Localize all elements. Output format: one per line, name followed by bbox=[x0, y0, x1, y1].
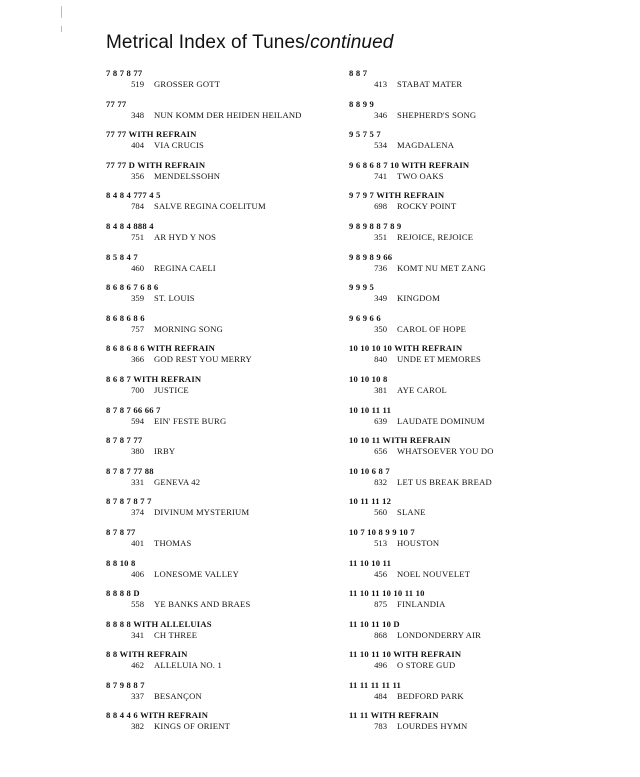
tune-name: IRBY bbox=[154, 446, 176, 457]
index-entry bbox=[106, 190, 336, 221]
hymn-number: 406 bbox=[131, 568, 144, 579]
meter-heading: 77 77 WITH REFRAIN bbox=[106, 129, 197, 140]
hymn-number: 374 bbox=[131, 507, 144, 518]
index-entry bbox=[106, 527, 336, 558]
tune-name: LONESOME VALLEY bbox=[154, 568, 240, 579]
meter-heading: 8 4 8 4 888 4 bbox=[106, 220, 154, 231]
index-entry bbox=[106, 405, 336, 436]
meter-heading: 7 8 7 8 77 bbox=[106, 68, 143, 78]
tune-line bbox=[106, 691, 202, 701]
meter-heading: 8 8 10 8 bbox=[106, 557, 136, 568]
tune-line bbox=[106, 721, 230, 731]
index-entry bbox=[106, 313, 336, 344]
index-entry bbox=[106, 282, 336, 313]
tune-name: JUSTICE bbox=[154, 384, 189, 395]
hymn-number: 594 bbox=[131, 415, 144, 426]
hymn-number: 840 bbox=[374, 354, 387, 365]
tune-name: LOURDES HYMN bbox=[397, 721, 468, 732]
tune-name: HOUSTON bbox=[397, 537, 440, 548]
hymn-number: 380 bbox=[131, 446, 144, 457]
meter-heading: 9 8 9 8 9 66 bbox=[349, 251, 393, 262]
tune-name: KINGDOM bbox=[397, 293, 440, 304]
index-entry bbox=[349, 466, 589, 497]
meter-heading: 8 6 8 6 8 6 bbox=[106, 312, 145, 323]
tune-name: O STORE GUD bbox=[397, 660, 456, 671]
tune-name: KOMT NU MET ZANG bbox=[397, 262, 487, 273]
hymn-number: 534 bbox=[374, 140, 387, 151]
tune-line bbox=[349, 660, 455, 670]
tune-line bbox=[349, 630, 481, 640]
right-column bbox=[349, 68, 589, 741]
meter-heading: 10 10 11 WITH REFRAIN bbox=[349, 435, 451, 446]
meter-heading: 10 7 10 8 9 9 10 7 bbox=[349, 526, 415, 537]
tune-line bbox=[106, 416, 226, 426]
hymn-number: 382 bbox=[131, 721, 144, 732]
index-entry bbox=[106, 649, 336, 680]
hymn-number: 656 bbox=[374, 446, 387, 457]
index-entry bbox=[106, 252, 336, 283]
hymn-number: 519 bbox=[131, 79, 144, 89]
tune-line bbox=[106, 201, 266, 211]
index-entry bbox=[349, 496, 589, 527]
hymn-number: 351 bbox=[374, 231, 387, 242]
tune-line bbox=[349, 354, 481, 364]
tune-name: VIA CRUCIS bbox=[154, 140, 204, 151]
tune-line bbox=[349, 385, 447, 395]
tune-line bbox=[349, 507, 426, 517]
index-entry bbox=[106, 710, 336, 741]
hymn-number: 348 bbox=[131, 109, 144, 120]
meter-heading: 10 10 6 8 7 bbox=[349, 465, 390, 476]
page-title-main: Metrical Index of Tunes/ bbox=[106, 32, 311, 53]
hymn-number: 736 bbox=[374, 262, 387, 273]
tune-line bbox=[349, 691, 464, 701]
tune-line bbox=[349, 477, 492, 487]
index-entry bbox=[106, 466, 336, 497]
tune-name: BESANÇON bbox=[154, 690, 202, 701]
tune-line bbox=[349, 721, 467, 731]
tune-line bbox=[349, 171, 444, 181]
tune-name: SHEPHERD'S SONG bbox=[397, 109, 477, 120]
hymn-number: 366 bbox=[131, 354, 144, 365]
page-title-continued: continued bbox=[310, 32, 394, 53]
index-entry bbox=[349, 252, 589, 283]
hymn-number: 698 bbox=[374, 201, 387, 212]
tune-line bbox=[349, 232, 473, 242]
meter-heading: 10 11 11 12 bbox=[349, 496, 392, 507]
tune-line bbox=[106, 477, 200, 487]
tune-name: ST. LOUIS bbox=[154, 293, 195, 304]
tune-name: AR HYD Y NOS bbox=[154, 231, 217, 242]
tune-line bbox=[106, 630, 197, 640]
tune-name: LAUDATE DOMINUM bbox=[397, 415, 485, 426]
tune-name: CH THREE bbox=[154, 629, 198, 640]
index-entry bbox=[349, 619, 589, 650]
index-entry bbox=[349, 405, 589, 436]
hymn-number: 783 bbox=[374, 721, 387, 732]
tune-name: REGINA CAELI bbox=[154, 262, 216, 273]
tune-name: MAGDALENA bbox=[397, 140, 455, 151]
tune-name: STABAT MATER bbox=[397, 79, 463, 89]
index-entry bbox=[106, 221, 336, 252]
tune-name: YE BANKS AND BRAES bbox=[154, 599, 251, 610]
meter-heading: 8 8 7 bbox=[349, 68, 368, 78]
meter-heading: 8 7 8 7 66 66 7 bbox=[106, 404, 161, 415]
hymn-number: 462 bbox=[131, 660, 144, 671]
meter-heading: 8 6 8 6 7 6 8 6 bbox=[106, 282, 159, 293]
index-entry bbox=[106, 160, 336, 191]
meter-heading: 8 8 8 8 WITH ALLELUIAS bbox=[106, 618, 212, 629]
index-entry bbox=[106, 435, 336, 466]
tune-line bbox=[349, 263, 486, 273]
index-entry bbox=[349, 129, 589, 160]
index-entry bbox=[349, 435, 589, 466]
tune-name: NUN KOMM DER HEIDEN HEILAND bbox=[154, 109, 302, 120]
meter-heading: 77 77 D WITH REFRAIN bbox=[106, 159, 206, 170]
tune-line bbox=[106, 354, 252, 364]
hymn-number: 404 bbox=[131, 140, 144, 151]
tune-line bbox=[349, 569, 470, 579]
tune-line bbox=[106, 293, 195, 303]
hymn-number: 751 bbox=[131, 231, 144, 242]
meter-heading: 8 5 8 4 7 bbox=[106, 251, 138, 262]
index-entry bbox=[106, 99, 336, 130]
meter-heading: 8 6 8 7 WITH REFRAIN bbox=[106, 373, 202, 384]
tune-name: NOEL NOUVELET bbox=[397, 568, 471, 579]
hymn-number: 401 bbox=[131, 537, 144, 548]
index-entry bbox=[349, 527, 589, 558]
tune-line bbox=[106, 232, 216, 242]
page-title bbox=[106, 32, 393, 54]
meter-heading: 9 6 8 6 8 7 10 WITH REFRAIN bbox=[349, 159, 470, 170]
index-entry bbox=[349, 68, 589, 99]
tune-line bbox=[349, 110, 476, 120]
meter-heading: 77 77 bbox=[106, 98, 127, 109]
hymn-number: 832 bbox=[374, 476, 387, 487]
hymn-number: 757 bbox=[131, 323, 144, 334]
tune-line bbox=[106, 263, 216, 273]
hymn-number: 341 bbox=[131, 629, 144, 640]
index-entry bbox=[106, 619, 336, 650]
tune-line bbox=[106, 385, 189, 395]
tune-line bbox=[106, 660, 222, 670]
tune-line bbox=[349, 293, 440, 303]
index-entry bbox=[349, 588, 589, 619]
meter-heading: 11 11 11 11 11 bbox=[349, 679, 401, 690]
meter-heading: 8 8 8 8 D bbox=[106, 588, 140, 599]
hymn-number: 381 bbox=[374, 384, 387, 395]
hymn-number: 346 bbox=[374, 109, 387, 120]
tune-line bbox=[106, 446, 175, 456]
meter-heading: 10 10 10 10 WITH REFRAIN bbox=[349, 343, 463, 354]
hymn-number: 456 bbox=[374, 568, 387, 579]
index-entry bbox=[349, 190, 589, 221]
tune-name: GENEVA 42 bbox=[154, 476, 201, 487]
hymn-number: 349 bbox=[374, 293, 387, 304]
tune-line bbox=[106, 79, 220, 89]
hymn-number: 413 bbox=[374, 79, 387, 89]
meter-heading: 9 7 9 7 WITH REFRAIN bbox=[349, 190, 445, 201]
meter-heading: 11 11 WITH REFRAIN bbox=[349, 710, 439, 721]
tune-line bbox=[106, 110, 302, 120]
index-entry bbox=[349, 160, 589, 191]
hymn-number: 700 bbox=[131, 384, 144, 395]
meter-heading: 10 10 10 8 bbox=[349, 373, 388, 384]
index-entry bbox=[349, 313, 589, 344]
hymn-number: 460 bbox=[131, 262, 144, 273]
tune-name: THOMAS bbox=[154, 537, 192, 548]
tune-name: ROCKY POINT bbox=[397, 201, 457, 212]
tune-line bbox=[106, 171, 220, 181]
tune-line bbox=[349, 324, 466, 334]
tune-line bbox=[106, 599, 250, 609]
index-entry bbox=[349, 374, 589, 405]
tune-name: FINLANDIA bbox=[397, 599, 446, 610]
tune-name: MENDELSSOHN bbox=[154, 170, 221, 181]
tune-name: UNDE ET MEMORES bbox=[397, 354, 482, 365]
hymn-number: 350 bbox=[374, 323, 387, 334]
tune-line bbox=[349, 538, 439, 548]
tune-line bbox=[349, 599, 446, 609]
tune-name: BEDFORD PARK bbox=[397, 690, 464, 701]
tune-name: KINGS OF ORIENT bbox=[154, 721, 231, 732]
tune-name: SLANE bbox=[397, 507, 426, 518]
index-entry bbox=[349, 99, 589, 130]
hymn-number: 868 bbox=[374, 629, 387, 640]
tune-name: WHATSOEVER YOU DO bbox=[397, 446, 494, 457]
hymn-number: 484 bbox=[374, 690, 387, 701]
hymn-number: 560 bbox=[374, 507, 387, 518]
index-entry bbox=[106, 588, 336, 619]
hymn-number: 331 bbox=[131, 476, 144, 487]
meter-heading: 9 5 7 5 7 bbox=[349, 129, 381, 140]
tune-name: REJOICE, REJOICE bbox=[397, 231, 474, 242]
index-entry bbox=[106, 558, 336, 589]
index-entry bbox=[106, 343, 336, 374]
meter-heading: 11 10 10 11 bbox=[349, 557, 392, 568]
meter-heading: 8 4 8 4 777 4 5 bbox=[106, 190, 161, 201]
tune-line bbox=[106, 507, 249, 517]
meter-heading: 11 10 11 10 WITH REFRAIN bbox=[349, 649, 462, 660]
meter-heading: 8 7 8 7 77 88 bbox=[106, 465, 154, 476]
tune-line bbox=[106, 324, 223, 334]
meter-heading: 8 7 9 8 8 7 bbox=[106, 679, 145, 690]
left-column bbox=[106, 68, 336, 741]
tune-name: GOD REST YOU MERRY bbox=[154, 354, 252, 365]
meter-heading: 9 9 9 5 bbox=[349, 282, 375, 293]
crop-mark-top bbox=[61, 6, 62, 18]
hymn-number: 558 bbox=[131, 599, 144, 610]
hymn-number: 337 bbox=[131, 690, 144, 701]
index-entry bbox=[106, 374, 336, 405]
tune-name: CAROL OF HOPE bbox=[397, 323, 467, 334]
index-entry bbox=[349, 680, 589, 711]
meter-heading: 8 8 WITH REFRAIN bbox=[106, 649, 188, 660]
index-entry bbox=[349, 282, 589, 313]
meter-heading: 8 7 8 7 8 7 7 bbox=[106, 496, 152, 507]
meter-heading: 11 10 11 10 D bbox=[349, 618, 400, 629]
hymn-number: 875 bbox=[374, 599, 387, 610]
meter-heading: 11 10 11 10 10 11 10 bbox=[349, 588, 425, 599]
tune-name: SALVE REGINA COELITUM bbox=[154, 201, 266, 212]
index-entry bbox=[349, 710, 589, 741]
meter-heading: 10 10 11 11 bbox=[349, 404, 392, 415]
tune-name: ALLELUIA NO. 1 bbox=[154, 660, 222, 671]
tune-name: TWO OAKS bbox=[397, 170, 444, 181]
meter-heading: 8 6 8 6 8 6 WITH REFRAIN bbox=[106, 343, 215, 354]
index-entry bbox=[106, 680, 336, 711]
tune-line bbox=[106, 140, 204, 150]
tune-name: AYE CAROL bbox=[397, 384, 447, 395]
index-entry bbox=[349, 221, 589, 252]
hymn-number: 356 bbox=[131, 170, 144, 181]
index-entry bbox=[349, 649, 589, 680]
meter-heading: 8 8 9 9 bbox=[349, 98, 375, 109]
meter-heading: 9 6 9 6 6 bbox=[349, 312, 381, 323]
hymn-number: 513 bbox=[374, 537, 387, 548]
crop-mark-lower bbox=[61, 26, 62, 32]
meter-heading: 8 7 8 7 77 bbox=[106, 435, 143, 446]
index-entry bbox=[349, 343, 589, 374]
tune-line bbox=[349, 140, 454, 150]
index-entry bbox=[106, 496, 336, 527]
meter-heading: 8 8 4 4 6 WITH REFRAIN bbox=[106, 710, 209, 721]
tune-line bbox=[349, 201, 456, 211]
hymn-number: 359 bbox=[131, 293, 144, 304]
meter-heading: 9 8 9 8 8 7 8 9 bbox=[349, 220, 402, 231]
tune-line bbox=[106, 538, 192, 548]
hymn-number: 784 bbox=[131, 201, 144, 212]
tune-name: DIVINUM MYSTERIUM bbox=[154, 507, 250, 518]
tune-line bbox=[349, 79, 462, 89]
tune-name: EIN' FESTE BURG bbox=[154, 415, 227, 426]
tune-name: GROSSER GOTT bbox=[154, 79, 221, 89]
tune-line bbox=[349, 416, 485, 426]
tune-name: MORNING SONG bbox=[154, 323, 224, 334]
index-entry bbox=[106, 129, 336, 160]
hymn-number: 496 bbox=[374, 660, 387, 671]
index-entry bbox=[349, 558, 589, 589]
tune-name: LET US BREAK BREAD bbox=[397, 476, 492, 487]
hymn-number: 639 bbox=[374, 415, 387, 426]
tune-line bbox=[106, 569, 239, 579]
meter-heading: 8 7 8 77 bbox=[106, 526, 136, 537]
tune-line bbox=[349, 446, 494, 456]
tune-name: LONDONDERRY AIR bbox=[397, 629, 482, 640]
hymn-number: 741 bbox=[374, 170, 387, 181]
index-entry bbox=[106, 68, 336, 99]
